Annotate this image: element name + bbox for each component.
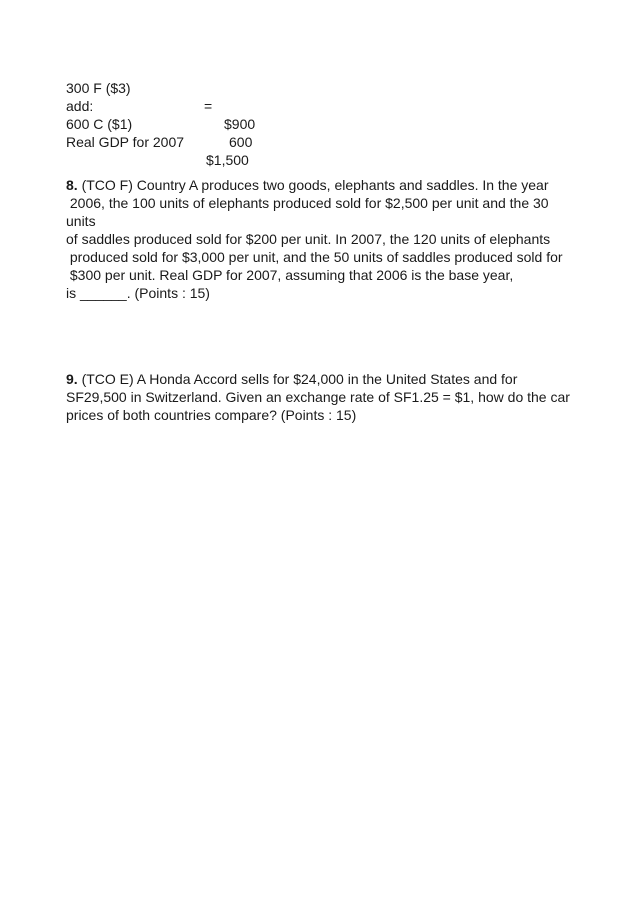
question-8-number: 8. — [66, 177, 78, 193]
question-8-line-1 — [66, 176, 549, 194]
calc-row-4-value: $1,500 — [206, 152, 249, 168]
calc-row-1-operator: = — [204, 98, 213, 114]
question-9-line-2: SF29,500 in Switzerland. Given an exchange rate of SF1.25 = $1, how do the car — [66, 389, 570, 405]
question-9-line-1 — [66, 370, 517, 388]
question-8-line-4: of saddles produced sold for $200 per unit. In 2007, the 120 units of elephants — [66, 231, 551, 247]
question-8-line-2: 2006, the 100 units of elephants produced sold for $2,500 per unit and the 30 — [66, 195, 549, 211]
question-9-text-1: (TCO E) A Honda Accord sells for $24,000 in the United States and for — [77, 371, 518, 387]
calc-row-2-label: add: — [66, 98, 94, 114]
calc-row-4-label: Real GDP for 2007 — [66, 134, 185, 150]
question-8-line-3: units — [66, 213, 96, 229]
question-8-line-7: is ______. (Points : 15) — [66, 285, 210, 301]
calc-row-1-label: 300 F ($3) — [66, 80, 131, 96]
calc-row-1-value: $900 — [224, 116, 256, 132]
question-8-text-1: (TCO F) Country A produces two goods, elephants and saddles. In the year — [77, 177, 549, 193]
calc-row-3-label: 600 C ($1) — [66, 116, 133, 132]
question-9-number: 9. — [66, 371, 78, 387]
calc-row-3-value: 600 — [229, 134, 253, 150]
question-8-line-6: $300 per unit. Real GDP for 2007, assuming that 2006 is the base year, — [66, 267, 514, 283]
question-8-line-5: produced sold for $3,000 per unit, and the 50 units of saddles produced sold for — [66, 249, 563, 265]
question-9-line-3: prices of both countries compare? (Points : 15) — [66, 407, 357, 423]
